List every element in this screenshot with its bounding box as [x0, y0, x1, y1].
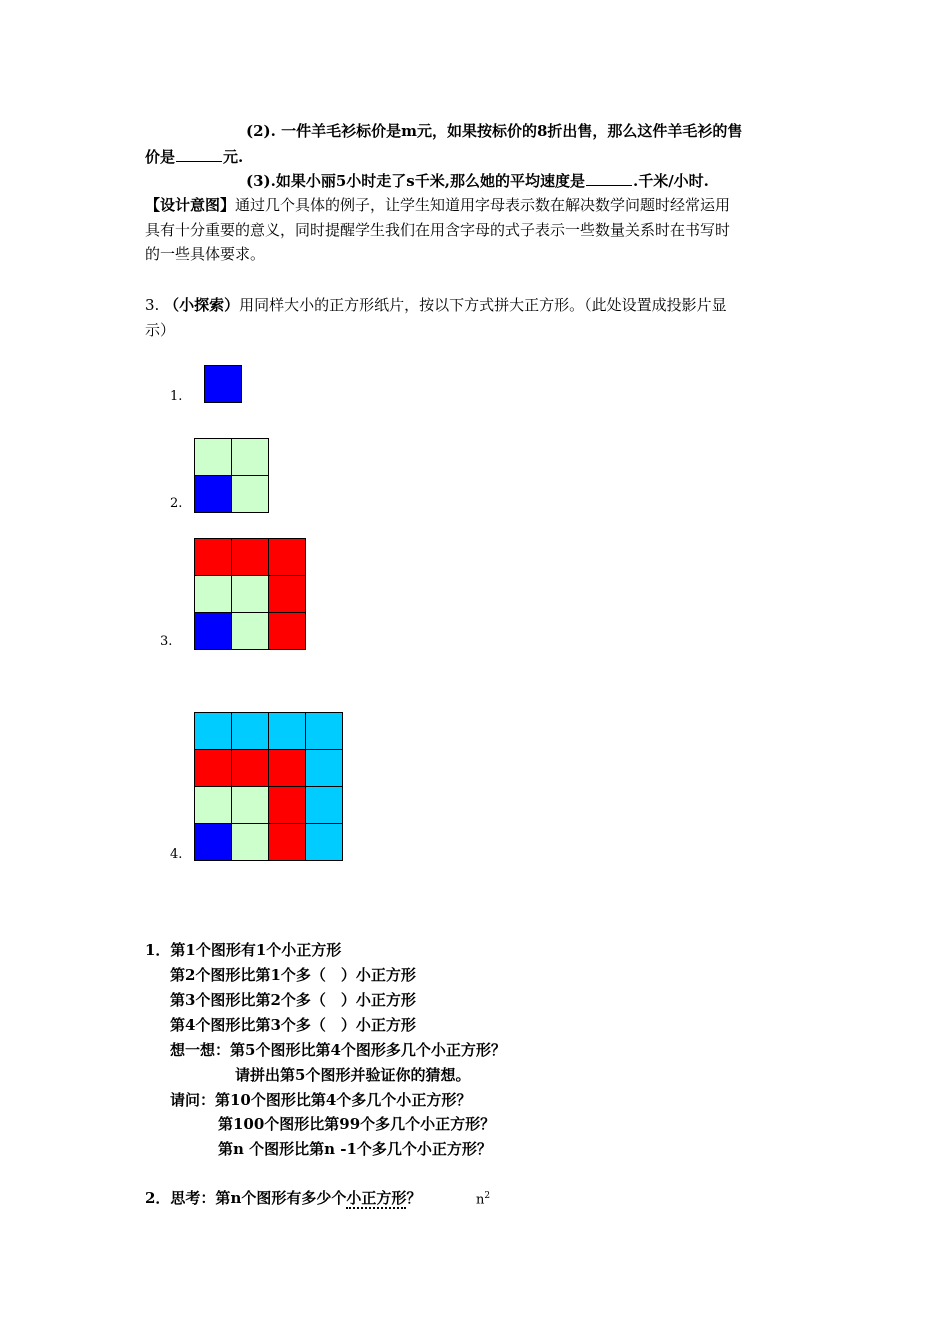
square-tile-green [231, 823, 269, 861]
square-tile-green [194, 786, 232, 824]
square-tile-green [231, 575, 269, 613]
figure-1-grid [204, 365, 242, 403]
figure-2-label: 2. [170, 496, 183, 511]
square-tile-blue [204, 365, 242, 403]
design-intent-line-3: 的一些具体要求。 [145, 245, 266, 263]
question-3-unit: .千米/小时. [632, 172, 709, 190]
figure-4-label: 4. [170, 847, 183, 862]
question-3-line [246, 171, 709, 191]
square-tile-green [231, 612, 269, 650]
square-tile-cyan [268, 712, 306, 750]
square-tile-red [268, 612, 306, 650]
square-tile-red [231, 538, 269, 576]
explore-line-1 [145, 295, 727, 315]
ask-line-3: 第n 个图形比第n -1个多几个小正方形？ [218, 1140, 492, 1158]
square-tile-red [231, 749, 269, 787]
question-2-suffix: 元. [223, 148, 244, 166]
design-intent-text: 通过几个具体的例子，让学生知道用字母表示数在解决数学问题时经常运用 [235, 196, 731, 214]
answer-blank [176, 147, 222, 162]
q2-think-line [145, 1188, 421, 1208]
question-3-text: (3).如果小丽5小时走了s千米,那么她的平均速度是 [246, 172, 585, 190]
figure-3-label: 3. [160, 634, 173, 649]
square-tile-red [268, 538, 306, 576]
square-tile-cyan [305, 712, 343, 750]
square-tile-green [194, 438, 232, 476]
q2-think-prefix: 2．思考：第n个图形有多少个 [145, 1189, 347, 1207]
square-tile-green [231, 786, 269, 824]
square-tile-cyan [305, 823, 343, 861]
q1a-line: 第2个图形比第1个多（ ）小正方形 [170, 966, 416, 984]
q1b-line: 第3个图形比第2个多（ ）小正方形 [170, 991, 416, 1009]
figure-4-grid [194, 712, 343, 861]
explore-label: （小探索） [164, 296, 240, 314]
answer-blank [586, 171, 632, 186]
q2-emphasis: 小正方形 [346, 1189, 407, 1207]
answer-base: n [476, 1192, 485, 1208]
square-tile-red [268, 575, 306, 613]
question-2-line-2 [145, 147, 243, 167]
square-tile-blue [194, 823, 232, 861]
square-tile-cyan [194, 712, 232, 750]
think-line-2: 请拼出第5个图形并验证你的猜想。 [235, 1066, 471, 1084]
figure-3-grid [194, 538, 306, 650]
square-tile-green [231, 438, 269, 476]
explore-line-2: 示） [145, 321, 176, 339]
square-tile-green [194, 575, 232, 613]
ask-line-1: 请问：第10个图形比第4个多几个小正方形？ [170, 1091, 472, 1109]
square-tile-red [194, 749, 232, 787]
explore-text: 用同样大小的正方形纸片，按以下方式拼大正方形。（此处设置成投影片显 [239, 296, 727, 314]
design-intent-line-1 [145, 195, 730, 215]
q2-think-suffix: ？ [406, 1189, 422, 1207]
figure-2-grid [194, 438, 269, 513]
square-tile-blue [194, 475, 232, 513]
design-intent-line-2: 具有十分重要的意义，同时提醒学生我们在用含字母的式子表示一些数量关系时在书写时 [145, 221, 731, 239]
square-tile-red [268, 749, 306, 787]
explore-number: 3. [145, 296, 160, 314]
q1c-line: 第4个图形比第3个多（ ）小正方形 [170, 1016, 416, 1034]
square-tile-red [268, 786, 306, 824]
design-intent-label: 【设计意图】 [145, 196, 236, 214]
square-tile-red [194, 538, 232, 576]
square-tile-cyan [305, 749, 343, 787]
square-tile-red [268, 823, 306, 861]
square-tile-blue [194, 612, 232, 650]
think-line-1: 想一想：第5个图形比第4个图形多几个小正方形？ [170, 1041, 506, 1059]
q1-line: 1．第1个图形有1个小正方形 [145, 941, 342, 959]
answer-exponent: 2 [484, 1191, 491, 1201]
ask-line-2: 第100个图形比第99个多几个小正方形？ [218, 1115, 496, 1133]
square-tile-cyan [231, 712, 269, 750]
question-2-prefix: 价是 [145, 148, 176, 166]
question-2-line-1: (2). 一件羊毛衫标价是m元，如果按标价的8折出售，那么这件羊毛衫的售 [246, 122, 743, 140]
square-tile-cyan [305, 786, 343, 824]
figure-1-label: 1. [170, 389, 183, 404]
square-tile-green [231, 475, 269, 513]
answer-expression [476, 1186, 490, 1210]
